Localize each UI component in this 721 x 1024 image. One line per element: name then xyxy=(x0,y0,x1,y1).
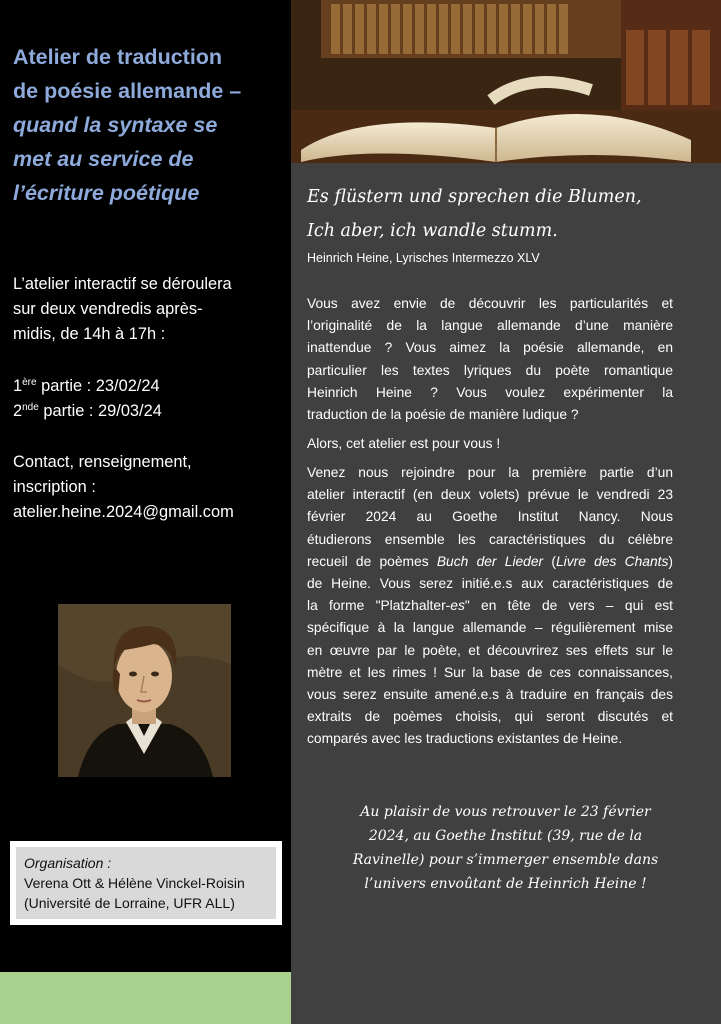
paragraph-line: particulier les textes lyriques du poète romantique xyxy=(307,362,673,378)
session-date: partie : 23/02/24 xyxy=(36,377,160,395)
portrait-illustration xyxy=(58,604,231,777)
poem-source: Heinrich Heine, Lyrisches Intermezzo XLV xyxy=(307,251,540,265)
green-footer-bar xyxy=(0,972,291,1024)
paragraph-line: l’originalité de la langue allemande d’une manière xyxy=(307,318,673,334)
closing-line: l’univers envoûtant de Heinrich Heine ! xyxy=(364,876,647,892)
paragraph-line xyxy=(307,551,673,573)
book-title: Buch der Lieder xyxy=(436,553,544,569)
paragraph-line: atelier interactif (en deux volets) prévue le vendredi 23 xyxy=(307,487,673,503)
session-number: 2 xyxy=(13,402,23,420)
session-dates xyxy=(13,374,285,424)
schedule-text xyxy=(13,272,285,347)
paragraph-line xyxy=(307,595,673,617)
schedule-line: sur deux vendredis après- xyxy=(13,300,203,318)
closing-line: 2024, au Goethe Institut (39, rue de la xyxy=(368,828,643,844)
text-run: recueil de poèmes xyxy=(307,553,437,569)
paragraph-line: Alors, cet atelier est pour vous ! xyxy=(307,436,501,451)
paragraph-line: inattendue ? Vous aimez la poésie allemande, en xyxy=(307,340,673,356)
intro-paragraph xyxy=(307,293,673,426)
contact-block xyxy=(13,450,285,525)
contact-email[interactable]: atelier.heine.2024@gmail.com xyxy=(13,503,234,521)
paragraph-line: février 2024 au Goethe Institut Nancy. Nous xyxy=(307,509,673,525)
session-ordinal: ère xyxy=(22,377,37,388)
organisation-names: Verena Ott & Hélène Vinckel-Roisin xyxy=(24,875,245,891)
paragraph-line: Vous avez envie de découvrir les particularités et xyxy=(307,296,673,311)
closing-message xyxy=(300,800,711,896)
organisation-affiliation: (Université de Lorraine, UFR ALL) xyxy=(24,895,235,911)
session-number: 1 xyxy=(13,377,23,395)
contact-line: Contact, renseignement, xyxy=(13,453,192,471)
italic-term: es xyxy=(450,598,465,614)
contact-line: inscription : xyxy=(13,478,96,496)
invite-paragraph xyxy=(307,433,673,455)
paragraph-line: Heinrich Heine ? Vous voulez expérimenter la xyxy=(307,384,673,400)
paragraph-line: traduction de la poésie de manière ludique ? xyxy=(307,407,579,423)
session-date: partie : 29/03/24 xyxy=(38,402,162,420)
details-paragraph xyxy=(307,462,673,751)
text-run: ) xyxy=(668,553,673,569)
text-run: " en tête de vers – qui est xyxy=(464,598,673,614)
workshop-title xyxy=(13,40,285,210)
book-title-translation: Livre des Chants xyxy=(555,553,669,569)
organisation-box xyxy=(10,841,282,925)
paragraph-line: extraits de poèmes choisis, qui seront discutés et xyxy=(307,709,673,725)
paragraph-line: en œuvre par le poète, et découvrirez ses effets sur le xyxy=(307,642,673,658)
title-line: met au service de xyxy=(13,147,194,171)
text-run: ( xyxy=(543,553,556,569)
open-book-illustration xyxy=(291,0,721,163)
paragraph-line: étudierons ensemble les caractéristiques du célèbre xyxy=(307,531,673,547)
organisation-inner xyxy=(16,847,276,919)
paragraph-line: de Heine. Vous serez initié.e.s aux caractéristiques de xyxy=(307,576,673,592)
paragraph-line: vous serez ensuite amené.e.s à traduire en français des xyxy=(307,687,673,703)
closing-line: Ravinelle) pour s’immerger ensemble dans xyxy=(352,852,659,868)
heine-portrait xyxy=(58,604,231,777)
schedule-line: L’atelier interactif se déroulera xyxy=(13,275,232,293)
session-second xyxy=(13,399,285,424)
library-book-image xyxy=(291,0,721,163)
text-run: la forme "Platzhalter- xyxy=(307,598,451,614)
title-line: Atelier de traduction xyxy=(13,45,223,69)
paragraph-line: spécifique à la langue allemande – régulièrement mise xyxy=(307,620,673,636)
organisation-label: Organisation : xyxy=(24,855,112,871)
poem-line: Ich aber, ich wandle stumm. xyxy=(307,221,558,241)
title-line: de poésie allemande – xyxy=(13,79,242,103)
closing-line: Au plaisir de vous retrouver le 23 février xyxy=(360,804,651,820)
paragraph-line: Venez nous rejoindre pour la première partie d’un xyxy=(307,465,673,480)
paragraph-line: mètre et les rimes ! Sur la base de ces connaissances, xyxy=(307,664,673,680)
session-first xyxy=(13,374,285,399)
session-ordinal: nde xyxy=(22,402,39,413)
schedule-line: midis, de 14h à 17h : xyxy=(13,325,166,343)
poem-line: Es flüstern und sprechen die Blumen, xyxy=(307,187,642,207)
title-line: quand la syntaxe se xyxy=(13,113,218,137)
title-line: l’écriture poétique xyxy=(13,181,200,205)
paragraph-line: comparés avec les traductions existantes de Heine. xyxy=(307,731,623,747)
